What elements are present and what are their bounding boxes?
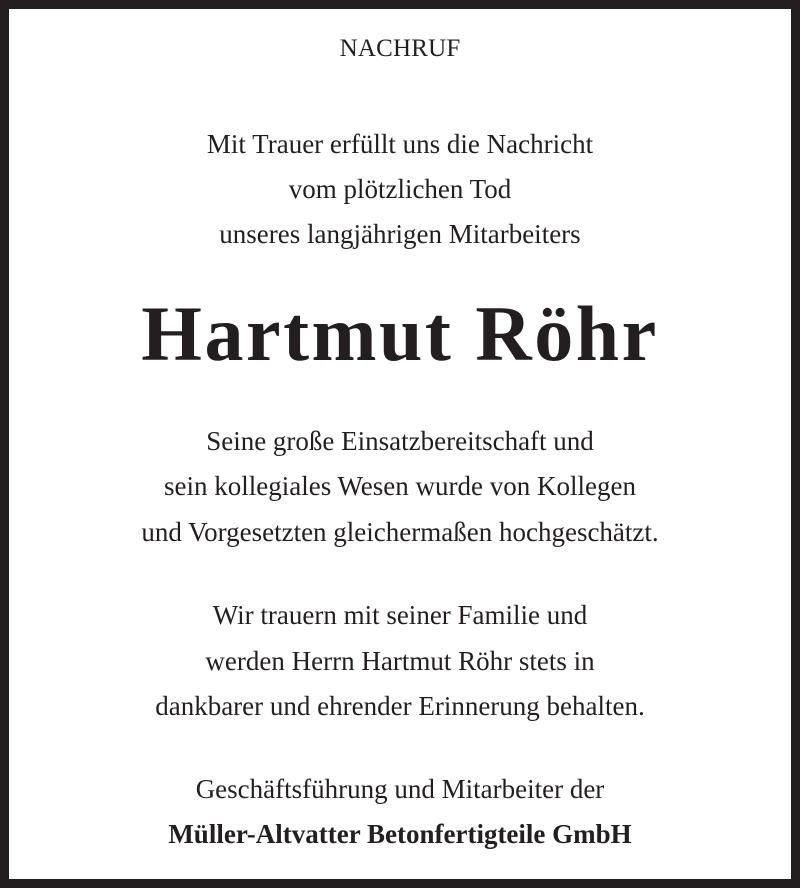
deceased-name: Hartmut Röhr <box>141 290 659 377</box>
intro-line: Mit Trauer erfüllt uns die Nachricht <box>206 129 594 159</box>
signature-line: Geschäftsführung und Mitarbeiter der <box>195 774 605 804</box>
intro-line: vom plötzlichen Tod <box>288 174 512 204</box>
tribute-line: sein kollegiales Wesen wurde von Kollegen <box>164 471 636 501</box>
notice-heading: NACHRUF <box>339 35 461 62</box>
tribute-line: Seine große Einsatzbereitschaft und <box>206 426 594 456</box>
intro-line: unseres langjährigen Mitarbeiters <box>219 219 581 249</box>
company-name: Müller-Altvatter Betonfertigteile GmbH <box>168 819 632 849</box>
tribute-line: und Vorgesetzten gleichermaßen hochgeschätzt. <box>141 517 659 547</box>
condolence-line: werden Herrn Hartmut Röhr stets in <box>205 646 595 676</box>
condolence-line: dankbarer und ehrender Erinnerung behalten. <box>155 691 645 721</box>
condolence-line: Wir trauern mit seiner Familie und <box>212 600 588 630</box>
